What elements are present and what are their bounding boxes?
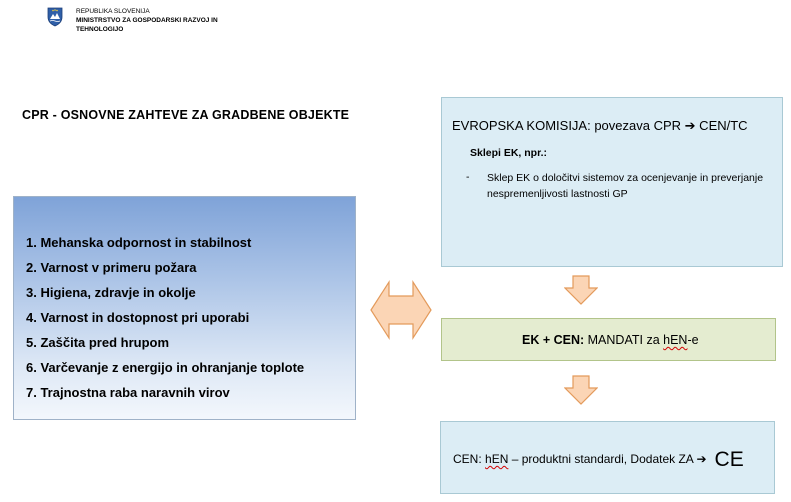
ek-title-prefix: EVROPSKA KOMISIJA: povezava CPR [452, 118, 685, 133]
requirement-item: 6. Varčevanje z energijo in ohranjanje toplote [26, 360, 305, 375]
ek-box-title [452, 118, 748, 134]
mandates-text [522, 333, 699, 347]
org-line-1: REPUBLIKA SLOVENIJA [76, 8, 150, 15]
cen-prefix: CEN: [453, 452, 486, 466]
ek-box-subtitle: Sklepi EK, npr.: [470, 147, 548, 159]
org-line-3: TEHNOLOGIJO [76, 26, 124, 33]
mandates-suffix: -e [687, 333, 699, 347]
european-commission-box [441, 97, 783, 267]
hen-term: hEN [485, 452, 509, 466]
requirement-item: 4. Varnost in dostopnost pri uporabi [26, 310, 250, 325]
cen-description: – produktni standardi, Dodatek ZA [508, 452, 697, 466]
page-title: CPR - OSNOVNE ZAHTEVE ZA GRADBENE OBJEKTE [22, 108, 350, 122]
ek-title-suffix: CEN/TC [695, 118, 748, 133]
org-line-2: MINISTRSTVO ZA GOSPODARSKI RAZVOJ IN [76, 17, 218, 24]
ce-mark: CE [714, 448, 744, 471]
mandates-bold: EK + CEN: [522, 333, 585, 347]
double-arrow-icon [370, 279, 432, 341]
list-dash: - [466, 171, 470, 183]
right-arrow-icon: ➔ [696, 452, 707, 466]
requirement-item: 3. Higiena, zdravje in okolje [26, 285, 196, 300]
down-arrow-icon [564, 275, 598, 305]
organization-name [76, 7, 218, 34]
requirement-item: 7. Trajnostna raba naravnih virov [26, 385, 230, 400]
right-arrow-icon: ➔ [684, 118, 696, 133]
cen-standards-box [440, 421, 775, 494]
requirements-box [13, 196, 356, 420]
requirement-item: 2. Varnost v primeru požara [26, 260, 197, 275]
mandates-label: MANDATI za [584, 333, 664, 347]
requirements-list [26, 230, 304, 405]
down-arrow-icon [564, 375, 598, 405]
slovenia-coat-of-arms-icon [47, 7, 63, 27]
requirement-item: 1. Mehanska odpornost in stabilnost [26, 235, 252, 250]
cen-text [453, 448, 744, 472]
requirement-item: 5. Zaščita pred hrupom [26, 335, 170, 350]
ek-box-item: Sklep EK o določitvi sistemov za ocenjevanje in preverjanje nespremenljivosti lastnosti GP [487, 172, 764, 200]
mandates-box [441, 318, 776, 361]
hen-term: hEN [663, 333, 688, 347]
